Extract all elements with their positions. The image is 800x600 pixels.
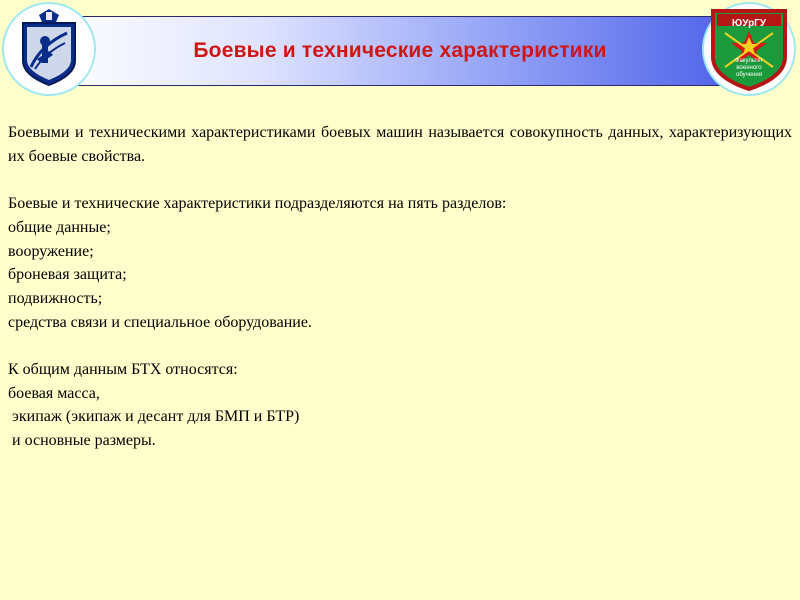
section-item: броневая защита; <box>8 266 127 284</box>
general-heading: К общим данным БТХ относятся: <box>8 361 238 378</box>
logo-caption-line: военного <box>736 65 762 71</box>
slide-content <box>8 121 792 453</box>
logo-caption-line: обучения <box>735 72 763 78</box>
page-title: Боевые и технические характеристики <box>193 39 607 62</box>
sections-heading: Боевые и технические характеристики подразделяются на пять разделов: <box>8 195 507 213</box>
section-item: общие данные; <box>8 218 111 236</box>
general-item: боевая масса, <box>8 384 100 402</box>
logo-top-text: ЮУрГУ <box>731 18 767 29</box>
section-item: средства связи и специальное оборудование. <box>8 313 312 331</box>
section-item: подвижность; <box>8 289 103 307</box>
section-item: вооружение; <box>8 242 94 260</box>
general-item: экипаж (экипаж и десант для БМП и БТР) <box>12 408 300 426</box>
general-item: и основные размеры. <box>12 432 156 450</box>
intro-paragraph: Боевыми и техническими характеристиками боевых машин называется совокупность данных, характеризующих их боевые свойства. <box>8 124 792 165</box>
logo-caption-line: Факультет <box>734 58 764 64</box>
